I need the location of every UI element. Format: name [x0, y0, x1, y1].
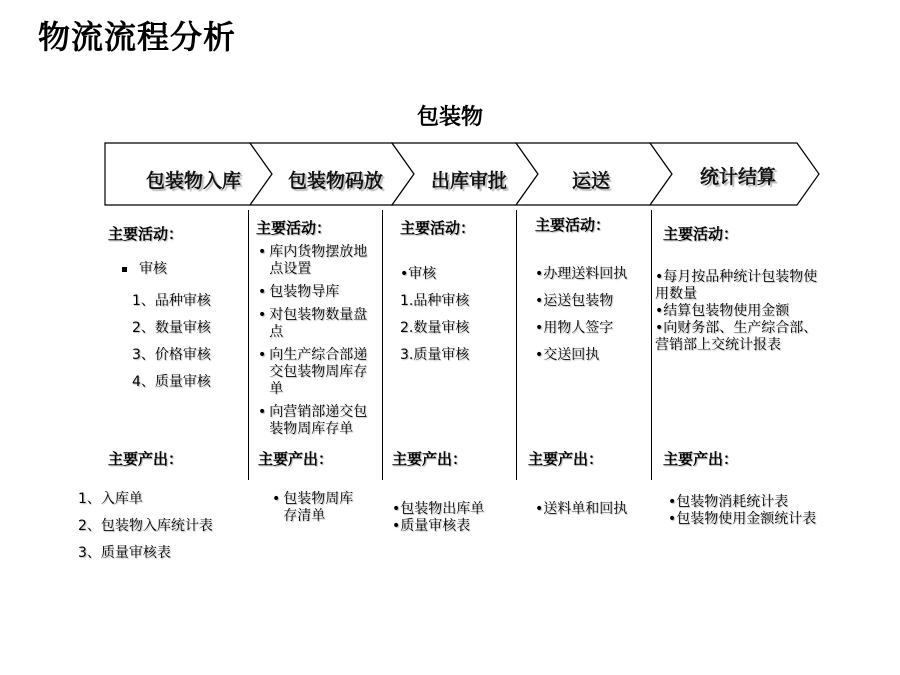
list-item: 3.质量审核: [400, 347, 470, 363]
bullet-icon: [122, 267, 127, 272]
list-item: 审核: [122, 261, 167, 278]
activity-list: [655, 269, 827, 354]
output-list: [392, 501, 484, 535]
list-item: •质量审核表: [392, 518, 471, 534]
output-list: [272, 491, 364, 525]
activities-heading: 主要活动：: [400, 219, 476, 237]
column-divider: [651, 210, 652, 480]
step-label-stacking: 包装物码放: [288, 170, 384, 192]
list-item: 2、数量审核: [132, 320, 211, 336]
column-divider: [516, 210, 517, 480]
list-item: 1.品种审核: [400, 293, 470, 309]
list-item: •包装物使用金额统计表: [668, 511, 817, 527]
outputs-heading: 主要产出：: [108, 450, 184, 468]
list-item: •向财务部、生产综合部、营销部上交统计报表: [655, 320, 818, 353]
list-item: • 向营销部递交包装物周库存单: [258, 404, 368, 437]
activities-heading: 主要活动：: [256, 219, 332, 237]
list-item: •交送回执: [535, 347, 600, 363]
list-item: 3、价格审核: [132, 347, 211, 363]
list-item: • 库内货物摆放地点设置: [258, 244, 368, 277]
list-item: 3、质量审核表: [78, 545, 171, 561]
activity-list: [535, 261, 627, 369]
activity-list: [122, 261, 167, 278]
column-divider: [248, 210, 249, 480]
outputs-heading: 主要产出：: [392, 450, 468, 468]
step-label-transport: 运送: [572, 170, 611, 192]
activities-heading: 主要活动：: [535, 216, 611, 234]
output-list: [668, 494, 816, 528]
step-label-outbound-approval: 出库审批: [431, 170, 508, 192]
list-item: • 包装物导库: [258, 284, 340, 300]
list-item: 2、包装物入库统计表: [78, 518, 213, 534]
activities-heading: 主要活动：: [663, 225, 739, 243]
diagram-title: 包装物: [416, 105, 483, 130]
list-item: •结算包装物使用金额: [655, 303, 790, 319]
list-item: •包装物消耗统计表: [668, 494, 789, 510]
list-item: • 向生产综合部递交包装物周库存单: [258, 347, 368, 397]
outputs-heading: 主要产出：: [528, 450, 604, 468]
list-item: •运送包装物: [535, 293, 614, 309]
list-item: •办理送料回执: [535, 266, 628, 282]
activity-list: [400, 261, 469, 369]
activity-list: [258, 244, 376, 438]
column-divider: [382, 210, 383, 480]
output-list: [535, 501, 627, 518]
list-item: 1、入库单: [78, 491, 143, 507]
list-item: •审核: [400, 266, 437, 282]
list-item: • 对包装物数量盘点: [258, 307, 368, 340]
list-item: 4、质量审核: [132, 374, 211, 390]
list-item: •每月按品种统计包装物使用数量: [655, 269, 818, 302]
list-item: 2.数量审核: [400, 320, 470, 336]
step-label-inbound: 包装物入库: [146, 170, 242, 192]
list-item: •用物人签字: [535, 320, 614, 336]
step-label-settlement: 统计结算: [700, 166, 777, 188]
list-item: • 包装物周库存清单: [272, 491, 354, 524]
activity-list: [132, 288, 211, 396]
outputs-heading: 主要产出：: [258, 450, 334, 468]
list-item: •包装物出库单: [392, 501, 485, 517]
list-item: •送料单和回执: [535, 501, 628, 517]
outputs-heading: 主要产出：: [663, 450, 739, 468]
output-list: [78, 486, 213, 567]
activities-heading: 主要活动：: [108, 225, 184, 243]
list-item: 1、品种审核: [132, 293, 211, 309]
page-title: 物流流程分析: [38, 18, 237, 56]
